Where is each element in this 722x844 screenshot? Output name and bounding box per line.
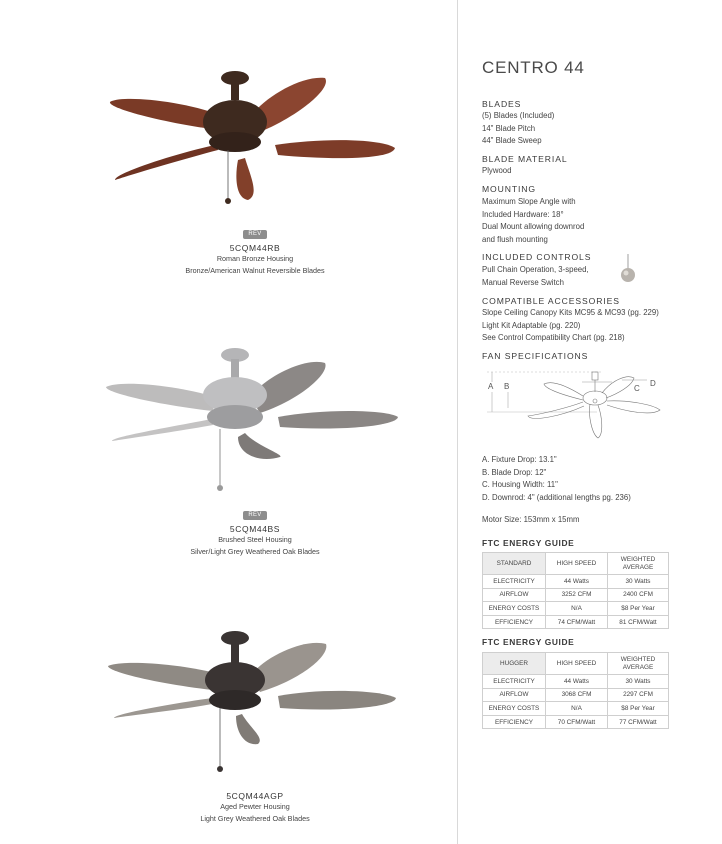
row-label: EFFICIENCY xyxy=(483,615,546,629)
energy-table-hugger xyxy=(482,652,669,729)
row-high: 44 Watts xyxy=(546,675,608,689)
energy-guide-heading-hugger: FTC ENERGY GUIDE xyxy=(482,637,575,647)
header-weighted: WEIGHTED xyxy=(620,555,656,563)
housing-desc: Roman Bronze Housing xyxy=(216,254,294,263)
rev-badge: REV xyxy=(243,511,266,520)
header-high-speed: HIGH SPEED xyxy=(546,653,608,675)
fan-blade xyxy=(236,158,253,200)
fan-blade xyxy=(238,433,281,459)
header-weighted: WEIGHTED xyxy=(620,655,656,663)
blades-line: 14" Blade Pitch xyxy=(482,123,536,133)
fan-blade xyxy=(108,663,215,690)
fan-specs-heading: FAN SPECIFICATIONS xyxy=(482,351,589,361)
mounting-line: Dual Mount allowing downrod xyxy=(482,222,585,231)
pull-chain-fob xyxy=(225,198,231,204)
fan-switch-housing xyxy=(209,132,261,152)
housing-desc: Aged Pewter Housing xyxy=(220,802,290,811)
table-row xyxy=(483,715,669,729)
blades-text xyxy=(482,110,554,148)
mounting-line: and flush mounting xyxy=(482,234,548,244)
model-number: 5CQM44AGP xyxy=(226,791,284,801)
fan-switch-housing xyxy=(209,690,261,710)
fan-blade xyxy=(278,691,396,710)
pull-chain-fob xyxy=(217,766,223,772)
table-row xyxy=(483,702,669,716)
fan-blade xyxy=(278,411,398,429)
blades-line: (5) Blades (Included) xyxy=(482,111,555,120)
row-label: ENERGY COSTS xyxy=(483,602,546,616)
mounting-line: Included Hardware: 18° xyxy=(482,209,564,219)
blade-desc: Light Grey Weathered Oak Blades xyxy=(200,814,310,823)
fan-product-bs xyxy=(100,345,410,555)
column-divider xyxy=(457,0,458,844)
row-high: 74 CFM/Watt xyxy=(546,615,608,629)
blade-material-line: Plywood xyxy=(482,166,512,175)
accessories-line: Slope Ceiling Canopy Kits MC95 & MC93 (pg. 229) xyxy=(482,308,659,317)
controls-text xyxy=(482,264,589,289)
fan-spec-line: B. Blade Drop: 12" xyxy=(482,467,547,477)
blades-line: 44" Blade Sweep xyxy=(482,136,542,145)
blades-heading: BLADES xyxy=(482,99,522,109)
mounting-text xyxy=(482,196,584,246)
row-label: EFFICIENCY xyxy=(483,715,546,729)
row-label: ELECTRICITY xyxy=(483,675,546,689)
fan-image-agp xyxy=(100,628,410,778)
dim-label-b: B xyxy=(504,382,510,391)
controls-line: Manual Reverse Switch xyxy=(482,277,564,287)
dim-label-d: D xyxy=(650,379,656,388)
table-header-row xyxy=(483,653,669,675)
motor-size: Motor Size: 153mm x 15mm xyxy=(482,515,580,524)
row-avg: $8 Per Year xyxy=(608,702,669,716)
fan-blade xyxy=(114,698,212,718)
mode-cell: STANDARD xyxy=(483,553,546,575)
row-high: 70 CFM/Watt xyxy=(546,715,608,729)
housing-desc: Brushed Steel Housing xyxy=(218,535,292,544)
fan-product-rb xyxy=(100,70,410,275)
pull-chain-fob xyxy=(217,485,223,491)
row-label: ENERGY COSTS xyxy=(483,702,546,716)
product-title: CENTRO 44 xyxy=(482,58,585,77)
rev-badge: REV xyxy=(243,230,266,239)
accessories-text xyxy=(482,307,659,345)
fan-product-agp xyxy=(100,628,410,828)
fan-blade xyxy=(106,384,215,411)
table-row xyxy=(483,602,669,616)
fan-image-rb xyxy=(100,70,410,220)
row-avg: 2400 CFM xyxy=(608,588,669,602)
header-weighted-average xyxy=(608,553,669,575)
header-weighted-average xyxy=(608,653,669,675)
fan-caption-agp xyxy=(100,788,410,825)
row-avg: 77 CFM/Watt xyxy=(608,715,669,729)
row-label: ELECTRICITY xyxy=(483,575,546,589)
header-average: AVERAGE xyxy=(622,563,654,571)
energy-table-standard xyxy=(482,552,669,629)
accessories-line: Light Kit Adaptable (pg. 220) xyxy=(482,320,581,330)
fan-spec-line: D. Downrod: 4" (additional lengths pg. 236) xyxy=(482,492,631,502)
fan-blade xyxy=(115,145,218,180)
pull-chain-icon xyxy=(618,254,638,286)
row-avg: 30 Watts xyxy=(608,575,669,589)
row-high: 3252 CFM xyxy=(546,588,608,602)
fan-image-bs xyxy=(100,345,410,500)
model-number: 5CQM44RB xyxy=(229,243,281,253)
blade-material-heading: BLADE MATERIAL xyxy=(482,154,568,164)
table-row xyxy=(483,675,669,689)
mounting-heading: MOUNTING xyxy=(482,184,536,194)
fan-switch-housing xyxy=(207,405,263,429)
table-row xyxy=(483,588,669,602)
table-row xyxy=(483,615,669,629)
header-high-speed: HIGH SPEED xyxy=(546,553,608,575)
controls-line: Pull Chain Operation, 3-speed, xyxy=(482,265,589,274)
table-row xyxy=(483,575,669,589)
table-row xyxy=(483,688,669,702)
fan-blade xyxy=(112,419,213,441)
row-avg: 2297 CFM xyxy=(608,688,669,702)
fan-dimension-diagram xyxy=(482,368,682,446)
mode-cell: HUGGER xyxy=(483,653,546,675)
row-high: 44 Watts xyxy=(546,575,608,589)
fan-downrod xyxy=(231,82,239,100)
fan-spec-line: A. Fixture Drop: 13.1" xyxy=(482,455,557,464)
mounting-line: Maximum Slope Angle with xyxy=(482,197,576,206)
fan-downrod xyxy=(231,359,239,379)
fan-blade xyxy=(236,714,260,744)
row-label: AIRFLOW xyxy=(483,688,546,702)
row-avg: 81 CFM/Watt xyxy=(608,615,669,629)
row-avg: $8 Per Year xyxy=(608,602,669,616)
accessories-heading: COMPATIBLE ACCESSORIES xyxy=(482,296,620,306)
blade-desc: Silver/Light Grey Weathered Oak Blades xyxy=(190,547,320,556)
dim-label-a: A xyxy=(488,382,494,391)
fan-caption-bs xyxy=(100,503,410,558)
model-number: 5CQM44BS xyxy=(229,524,281,534)
row-high: N/A xyxy=(546,602,608,616)
controls-heading: INCLUDED CONTROLS xyxy=(482,252,592,262)
fan-spec-line: C. Housing Width: 11" xyxy=(482,480,558,489)
fan-caption-rb xyxy=(100,222,410,277)
table-header-row xyxy=(483,553,669,575)
fan-specs-text xyxy=(482,454,631,504)
row-avg: 30 Watts xyxy=(608,675,669,689)
blade-desc: Bronze/American Walnut Reversible Blades xyxy=(185,266,325,275)
row-high: 3068 CFM xyxy=(546,688,608,702)
row-high: N/A xyxy=(546,702,608,716)
fan-blade xyxy=(275,140,395,158)
fan-downrod xyxy=(231,642,239,664)
row-label: AIRFLOW xyxy=(483,588,546,602)
blade-material-text xyxy=(482,165,511,178)
dim-label-c: C xyxy=(634,384,640,393)
accessories-line: See Control Compatibility Chart (pg. 218) xyxy=(482,333,625,342)
header-average: AVERAGE xyxy=(622,663,654,671)
energy-guide-heading-standard: FTC ENERGY GUIDE xyxy=(482,538,575,548)
